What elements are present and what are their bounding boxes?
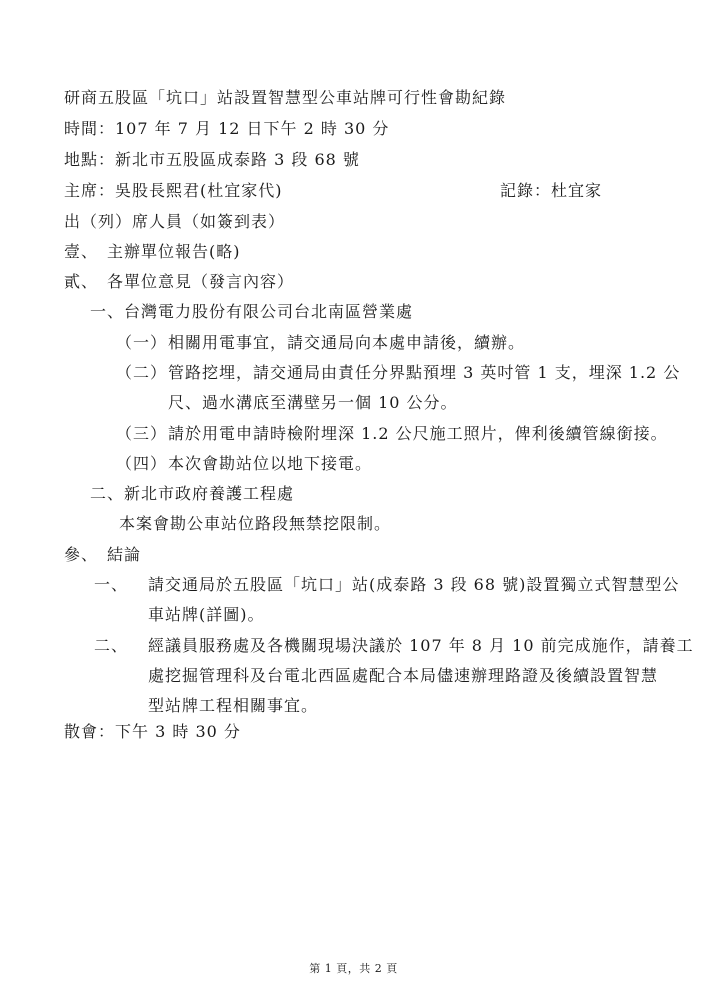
page-footer: 第 1 頁，共 2 頁 <box>309 962 398 975</box>
meeting-attendees: 出（列）席人員（如簽到表） <box>64 212 286 231</box>
section2-text: 各單位意見（發言內容） <box>107 272 295 291</box>
meeting-place: 地點：新北市五股區成泰路 3 段 68 號 <box>64 150 360 169</box>
conclusion2-line1: 經議員服務處及各機關現場決議於 107 年 8 月 10 前完成施作，請養工 <box>148 636 694 655</box>
unit1-title: 一、台灣電力股份有限公司台北南區營業處 <box>90 302 414 321</box>
unit1-item3-line1: 請於用電申請時檢附埋深 1.2 公尺施工照片，俾利後續管線銜接。 <box>168 424 668 443</box>
unit1-item2-line1: 管路挖埋，請交通局由責任分界點預埋 3 英吋管 1 支，埋深 1.2 公 <box>168 363 681 382</box>
meeting-chair: 主席：吳股長熙君(杜宜家代) <box>64 181 283 200</box>
meeting-time: 時間：107 年 7 月 12 日下午 2 時 30 分 <box>64 119 390 138</box>
unit1-item4-number: （四） <box>116 454 168 473</box>
section3-text: 結論 <box>107 545 142 564</box>
conclusion2-number: 二、 <box>94 636 129 655</box>
unit1-item4-line1: 本次會勘站位以地下接電。 <box>168 454 373 473</box>
section1-number: 壹、 <box>64 242 99 261</box>
unit1-item1-number: （一） <box>116 333 168 352</box>
conclusion1-line1: 請交通局於五股區「坑口」站(成泰路 3 段 68 號)設置獨立式智慧型公 <box>148 575 680 594</box>
unit1-item2-number: （二） <box>116 363 168 382</box>
conclusion2-line2: 處挖掘管理科及台電北西區處配合本局儘速辦理路證及後續設置智慧 <box>148 666 659 685</box>
conclusion1-line2: 車站牌(詳圖)。 <box>148 605 265 624</box>
meeting-recorder: 記錄：杜宜家 <box>500 181 603 200</box>
adjourn-time: 散會：下午 3 時 30 分 <box>64 722 241 741</box>
section2-number: 貳、 <box>64 272 99 291</box>
conclusion1-number: 一、 <box>94 575 129 594</box>
unit1-item3-number: （三） <box>116 424 168 443</box>
unit1-item1-line1: 相關用電事宜，請交通局向本處申請後，續辦。 <box>168 333 526 352</box>
document-title: 研商五股區「坑口」站設置智慧型公車站牌可行性會勘紀錄 <box>64 88 507 107</box>
conclusion2-line3: 型站牌工程相關事宜。 <box>148 696 319 715</box>
unit1-item2-line2: 尺、過水溝底至溝壁另一個 10 公分。 <box>168 393 458 412</box>
section3-number: 參、 <box>64 545 99 564</box>
section1-text: 主辦單位報告(略) <box>107 242 241 261</box>
unit2-text: 本案會勘公車站位路段無禁挖限制。 <box>119 514 392 533</box>
unit2-title: 二、新北市政府養護工程處 <box>90 484 295 503</box>
